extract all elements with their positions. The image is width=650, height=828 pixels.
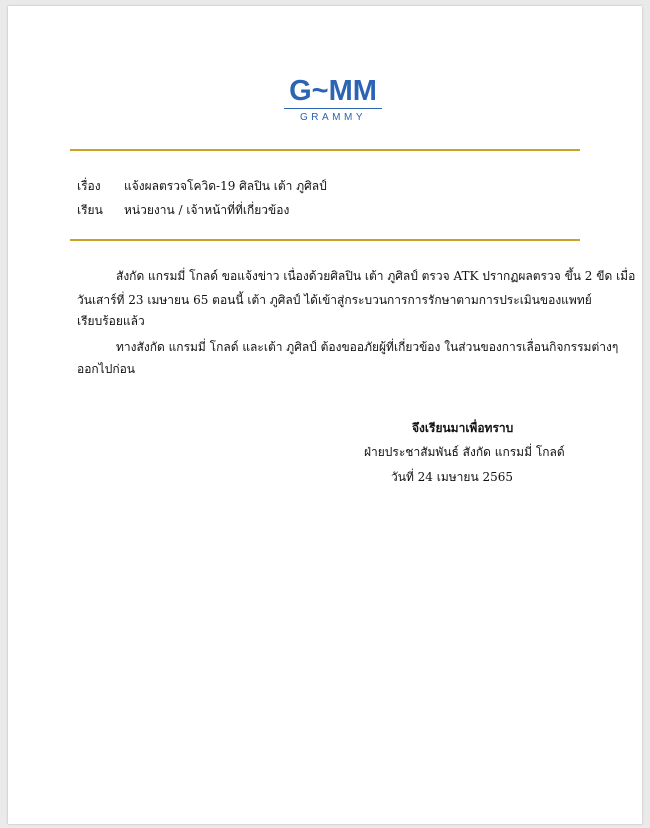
- logo-divider: [284, 108, 382, 109]
- logo-wordmark: G~MM: [289, 75, 377, 107]
- subject-row: [77, 178, 327, 194]
- header-divider-bottom: [70, 239, 580, 241]
- recipient-value: หน่วยงาน / เจ้าหน้าที่ที่เกี่ยวข้อง: [124, 203, 290, 217]
- body-paragraph-2-line-2: ออกไปก่อน: [77, 362, 136, 376]
- body-paragraph-2-line-1: ทางสังกัด แกรมมี่ โกลด์ และเต้า ภูศิลป์ ต้องขออภัยผู้ที่เกี่ยวข้อง ในส่วนของการเลื่อนกิจกรรมต่างๆ: [116, 340, 619, 354]
- gmm-grammy-logo: [278, 76, 388, 124]
- header-divider-top: [70, 149, 580, 151]
- logo-subtext: GRAMMY: [300, 112, 366, 123]
- subject-label: เรื่อง: [77, 179, 101, 193]
- letter-page: [8, 6, 642, 824]
- body-paragraph-1-line-2: วันเสาร์ที่ 23 เมษายน 65 ตอนนี้ เต้า ภูศิลป์ ได้เข้าสู่กระบวนการการรักษาตามการประเมินของแพทย์: [77, 293, 592, 307]
- department-line: ฝ่ายประชาสัมพันธ์ สังกัด แกรมมี่ โกลด์: [364, 445, 565, 459]
- recipient-label: เรียน: [77, 203, 103, 217]
- closing-line: จึงเรียนมาเพื่อทราบ: [412, 421, 514, 435]
- subject-value: แจ้งผลตรวจโควิด-19 ศิลปิน เต้า ภูศิลป์: [124, 179, 327, 193]
- body-paragraph-1-line-3: เรียบร้อยแล้ว: [77, 314, 145, 328]
- recipient-row: [77, 202, 289, 218]
- body-paragraph-1-line-1: สังกัด แกรมมี่ โกลด์ ขอแจ้งข่าว เนื่องด้วยศิลปิน เต้า ภูศิลป์ ตรวจ ATK ปรากฏผลตรวจ ขึ้น 2 ขีด เมื่อ: [116, 269, 636, 283]
- date-line: วันที่ 24 เมษายน 2565: [391, 470, 513, 484]
